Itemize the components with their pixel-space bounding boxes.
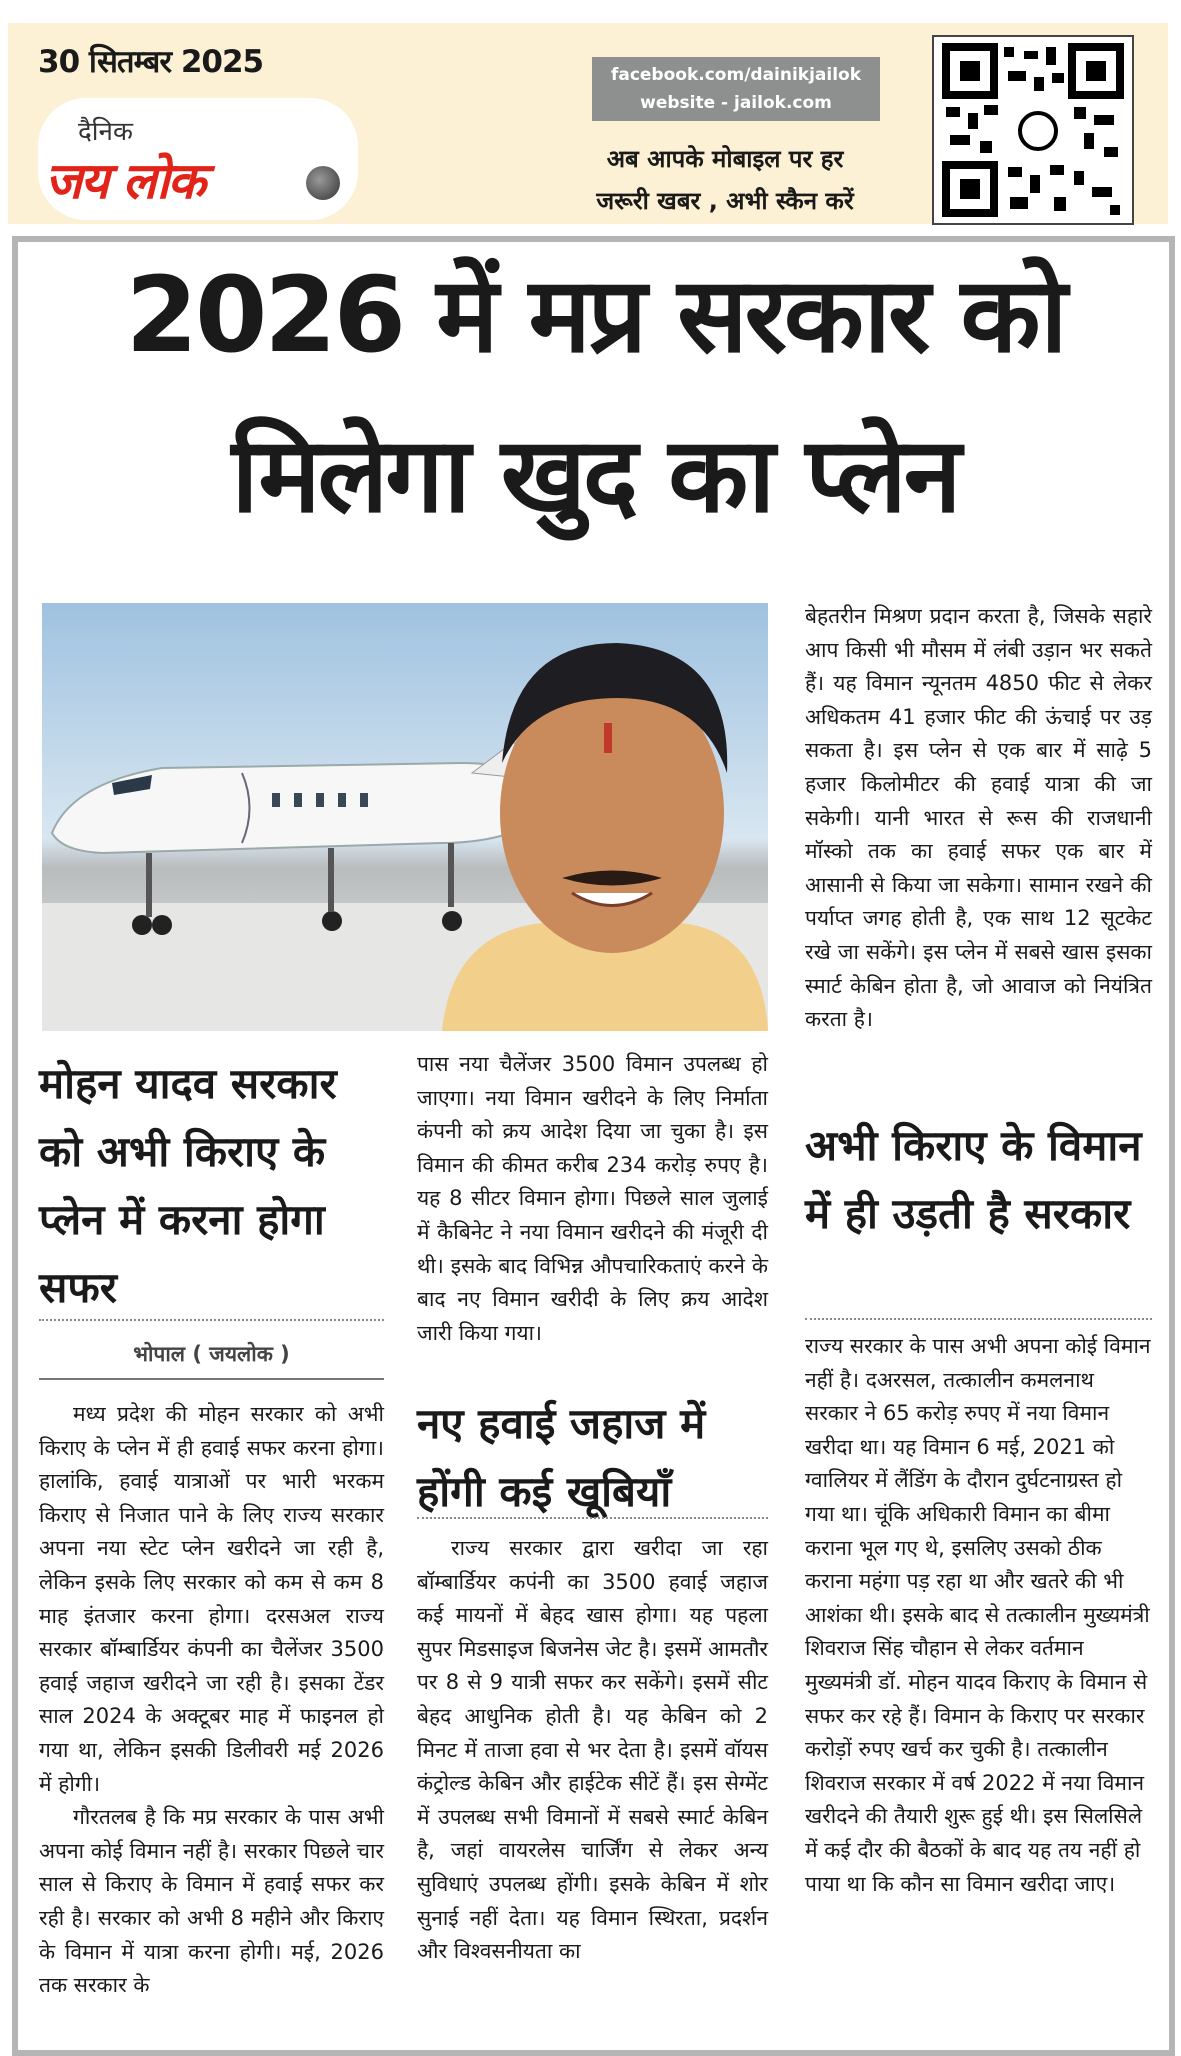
middle-paragraph: राज्य सरकार द्वारा खरीदा जा रहा बॉम्बार्डियर कपंनी का 3500 हवाई जहाज कई मायनों में बेहद खास होगा। यह पहला सुपर मिडसाइज बिजनेस जेट है। इसमें आमतौर पर 8 से 9 यात्री सफर कर सकेंगे। इसमें सीट बेहद आधुनिक होती है। यह केबिन को 2 मिनट में ताजा हवा से भर देता है। इसमें वॉयस कंट्रोल्ड केबिन और हाईटेक सीटें हैं। इस सेग्मेंट में उपलब्ध सभी विमानों में सबसे स्मार्ट केबिन है, जहां वायरलेस चार्जिंग से लेकर अन्य सुविधाएं उपलब्ध होंगी। इसके केबिन में शोर सुनाई नहीं देता। यह विमान स्थिरता, प्रदर्शन और विश्वसनीयता का bbox=[417, 1536, 768, 1964]
logo-main-text: जय लोक bbox=[45, 152, 204, 210]
divider bbox=[805, 1318, 1152, 1320]
plane-and-politician-photo bbox=[42, 603, 768, 1031]
qr-code-graphic bbox=[934, 37, 1132, 223]
headline-line-1: 2026 में मप्र सरकार को bbox=[125, 254, 1065, 376]
headline-line-2: मिलेगा खुद का प्लेन bbox=[231, 414, 959, 536]
left-subheading: मोहन यादव सरकार को अभी किराए के प्लेन में करना होगा सफर bbox=[39, 1059, 337, 1312]
website-link[interactable]: website - jailok.com bbox=[640, 93, 832, 113]
right-subheading: अभी किराए के विमान में ही उड़ती है सरकार bbox=[805, 1121, 1142, 1238]
middle-subheading: नए हवाई जहाज में होंगी कई खूबियाँ bbox=[417, 1399, 706, 1516]
promo-line-2: जरूरी खबर , अभी स्कैन करें bbox=[596, 187, 854, 215]
middle-column-continued-text: पास नया चैलेंजर 3500 विमान उपलब्ध हो जाएगा। नया विमान खरीदने के लिए निर्माता कंपनी को क्रय आदेश दिया जा चुका है। इस विमान की कीमत करीब 234 करोड़ रुपए है। यह 8 सीटर विमान होगा। पिछले साल जुलाई में कैबिनेट ने नया विमान खरीदने की मंजूरी दी थी। इसके बाद विभिन्न औपचारिकताएं करने के बाद नए विमान खरीदी के लिए क्रय आदेश जारी किया गया। bbox=[417, 1052, 768, 1345]
left-paragraph-1: मध्य प्रदेश की मोहन सरकार को अभी किराए के प्लेन में ही हवाई सफर करना होगा। हालांकि, हवाई यात्राओं पर भारी भरकम किराए से निजात पाने के लिए राज्य सरकार अपना नया स्टेट प्लेन खरीदने जा रही है, लेकिन इसके लिए सरकार को कम से कम 8 माह इंतजार करना होगा। दरसअल राज्य सरकार बॉम्बार्डियर कंपनी का चैलेंजर 3500 हवाई जहाज खरीदने जा रही है। इसका टेंडर साल 2024 के अक्टूबर माह में फाइनल हो गया था, लेकिन इसकी डिलीवरी मई 2026 में होगी। bbox=[39, 1402, 384, 1796]
promo-line-1: अब आपके मोबाइल पर हर bbox=[606, 145, 844, 173]
divider bbox=[39, 1378, 384, 1380]
article-photo bbox=[42, 603, 768, 1031]
left-column-body bbox=[39, 1398, 384, 2003]
issue-date: 30 सितम्बर 2025 bbox=[38, 44, 264, 80]
right-column-body: राज्य सरकार के पास अभी अपना कोई विमान नहीं है। दअरसल, तत्कालीन कमलनाथ सरकार ने 65 करोड़ रुपए में नया विमान खरीदा था। यह विमान 6 मई, 2021 को ग्वालियर में लैंडिंग के दौरान दुर्घटनाग्रस्त हो गया था। चूंकि अधिकारी विमान का बीमा कराना भूल गए थे, इसलिए उसको ठीक कराना महंगा पड़ रहा था और खतरे की भी आशंका थी। इसके बाद से तत्कालीन मुख्यमंत्री शिवराज सिंह चौहान से लेकर वर्तमान मुख्यमंत्री डॉ. मोहन यादव किराए के विमान से सफर कर रहे हैं। विमान के किराए पर सरकार करोड़ों रुपए खर्च कर चुकी है। तत्कालीन शिवराज सरकार में वर्ष 2022 में नया विमान खरीदने की तैयारी शुरू हुई थी। इस सिलसिले में कई दौर की बैठकों के बाद यह तय नहीं हो पाया था कि कौन सा विमान खरीदा जाए। bbox=[805, 1334, 1151, 1896]
right-column-continued-text: बेहतरीन मिश्रण प्रदान करता है, जिसके सहारे आप किसी भी मौसम में लंबी उड़ान भर सकते हैं। यह विमान न्यूनतम 4850 फीट से लेकर अधिकतम 41 हजार फीट की ऊंचाई पर उड़ सकता है। इस प्लेन से एक बार में साढ़े 5 हजार किलोमीटर की हवाई यात्रा की जा सकेगी। यानी भारत से रूस की राजधानी मॉस्को तक का हवाई सफर एक बार में आसानी से किया जा सकेगा। सामान रखने की पर्याप्त जगह होती है, एक साथ 12 सूटकेट रखे जा सकेंगे। इस प्लेन में सबसे खास इसका स्मार्ट केबिन होता है, जो आवाज को नियंत्रित करता है। bbox=[805, 604, 1152, 1032]
whatsapp-icon bbox=[1020, 113, 1056, 149]
globe-icon bbox=[306, 166, 340, 200]
left-paragraph-2: गौरतलब है कि मप्र सरकार के पास अभी अपना कोई विमान नहीं है। सरकार पिछले चार साल से किराए के विमान में हवाई सफर कर रही है। सरकार को अभी 8 महीने और किराए के विमान में यात्रा करना होगी। मई, 2026 तक सरकार के bbox=[39, 1805, 384, 1998]
dateline: भोपाल ( जयलोक ) bbox=[133, 1342, 290, 1366]
facebook-link[interactable]: facebook.com/dainikjailok bbox=[610, 65, 862, 85]
qr-code-icon[interactable] bbox=[932, 35, 1134, 225]
logo-small-text: दैनिक bbox=[78, 117, 133, 147]
qr-promo-text bbox=[570, 138, 880, 222]
divider bbox=[417, 1517, 768, 1519]
divider bbox=[39, 1319, 384, 1321]
social-links-box bbox=[592, 57, 880, 121]
middle-column-body bbox=[417, 1532, 768, 1969]
